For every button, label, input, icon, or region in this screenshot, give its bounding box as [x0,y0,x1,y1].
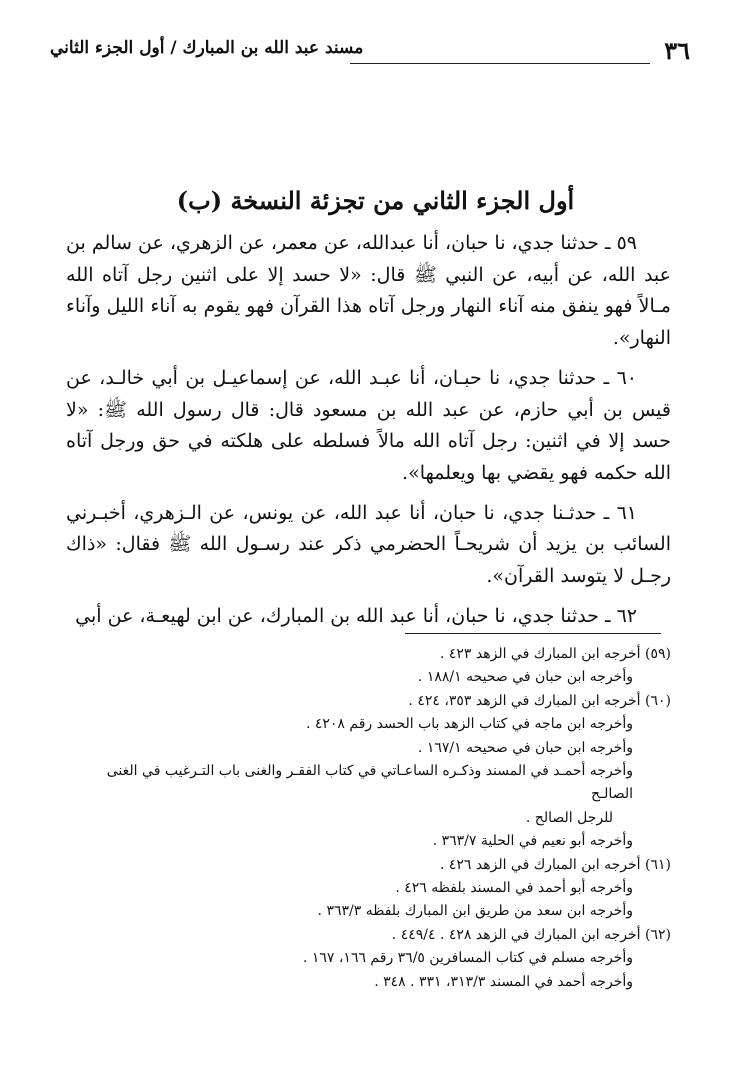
footnote-line [66,924,671,947]
footnote-number: (٦٢) [645,926,671,943]
running-title: مسند عبد الله بن المبارك / أول الجزء الثاني [50,38,364,58]
footnote-61 [66,854,671,924]
running-header [50,34,690,68]
footnote-line: وأخرجه ابن ماجه في كتاب الزهد باب الحسد رقم ٤٢٠٨ . [305,716,633,733]
footnote-text: أخرجه ابن المبارك في الزهد ٣٥٣، ٤٢٤ . [408,692,641,709]
footnote-text: أخرجه ابن المبارك في الزهد ٤٢٨ . ٤٤٩/٤ . [391,926,641,943]
footnote-line: للرجل الصالح . [525,809,613,826]
footnote-line: وأخرجه أحمد في المسند ٣١٣/٣، ٣٣١ . ٣٤٨ . [374,973,633,990]
footnote-number: (٥٩) [645,646,671,662]
footnote-60 [66,690,671,854]
hadith-number: ٥٩ [616,232,637,254]
footnote-line: وأخرجه ابن حبان في صحيحه ١٦٧/١ . [417,739,633,756]
hadith-paragraph-61 [66,498,671,593]
footnote-line: وأخرجه أبو نعيم في الحلية ٣٦٣/٧ . [432,833,633,850]
footnote-line [66,690,671,713]
footnote-separator [405,633,661,634]
page-number: ٣٦ [664,36,690,65]
hadith-text: ـ حدثنا جدي، نا حبان، أنا عبد الله بن المبارك، عن ابن لهيعـة، عن أبي [75,604,611,627]
hadith-paragraph-59 [66,228,671,355]
footnote-line: وأخرجه أحمـد في المسند وذكـره الساعـاتي في كتاب الفقـر والغنى باب التـرغيب في الغنى الصالـح [106,763,633,803]
footnote-line: وأخرجه ابن حبان في صحيحه ١٨٨/١ . [417,669,633,686]
hadith-text: ـ حدثنا جدي، نا حبـان، أنا عبـد الله، عن إسماعيـل بن أبي خالـد، عن قيس بن أبي حازم، عن عبد الله بن مسعود قال: قال رسول الله ﷺ: «لا حسد إلا في اثنين: رجل آتاه الله مالاً فسلطه على هلكته في حق ورجل آتاه الله حكمه فهو يقضي بها ويعلمها». [66,366,671,484]
footnote-line [66,854,671,877]
hadith-number: ٦١ [616,501,637,524]
footnote-number: (٦١) [645,856,671,873]
header-rule [350,63,650,64]
hadith-number: ٦٠ [616,366,637,389]
footnote-number: (٦٠) [645,692,671,709]
footnote-line: وأخرجه ابن سعد من طريق ابن المبارك بلفظه ٣٦٣/٣ . [317,903,633,920]
hadith-text: ـ حدثنا جدي، نا حبان، أنا عبدالله، عن معمر، عن الزهري، عن سالم بن عبد الله، عن أبيه، عن النبي ﷺ قال: «لا حسد إلا على اثنين رجل آتاه الله مـالاً فهو ينفق منه آناء النهار ورجل آتاه هذا القرآن فهو يقوم به آناء الليل وآناء النهار». [66,232,671,350]
hadith-text: ـ حدثـنا جدي، نا حبان، أنا عبد الله، عن يونس، عن الـزهري، أخبـرني السائب بن يزيد أن شريحـاً الحضرمي ذكر عند رسـول الله ﷺ فقال: «ذاك رجـل لا يتوسد القرآن». [66,501,671,588]
footnote-62 [66,924,671,994]
footnote-line: وأخرجه مسلم في كتاب المسافرين ٣٦/٥ رقم ١٦٦، ١٦٧ . [302,950,633,967]
footnote-59 [66,643,671,690]
footnotes [66,643,671,994]
section-title: أول الجزء الثاني من تجزئة النسخة (ب) [176,186,575,215]
body-text [66,228,671,640]
hadith-number: ٦٢ [616,604,637,627]
footnote-line: وأخرجه أبو أحمد في المسند بلفظه ٤٢٦ . [395,880,633,897]
footnote-line [66,643,671,666]
hadith-paragraph-60 [66,363,671,490]
footnote-text: أخرجه ابن المبارك في الزهد ٤٢٣ . [439,646,641,662]
footnote-text: أخرجه ابن المبارك في الزهد ٤٢٦ . [439,856,641,873]
hadith-paragraph-62 [66,601,671,633]
